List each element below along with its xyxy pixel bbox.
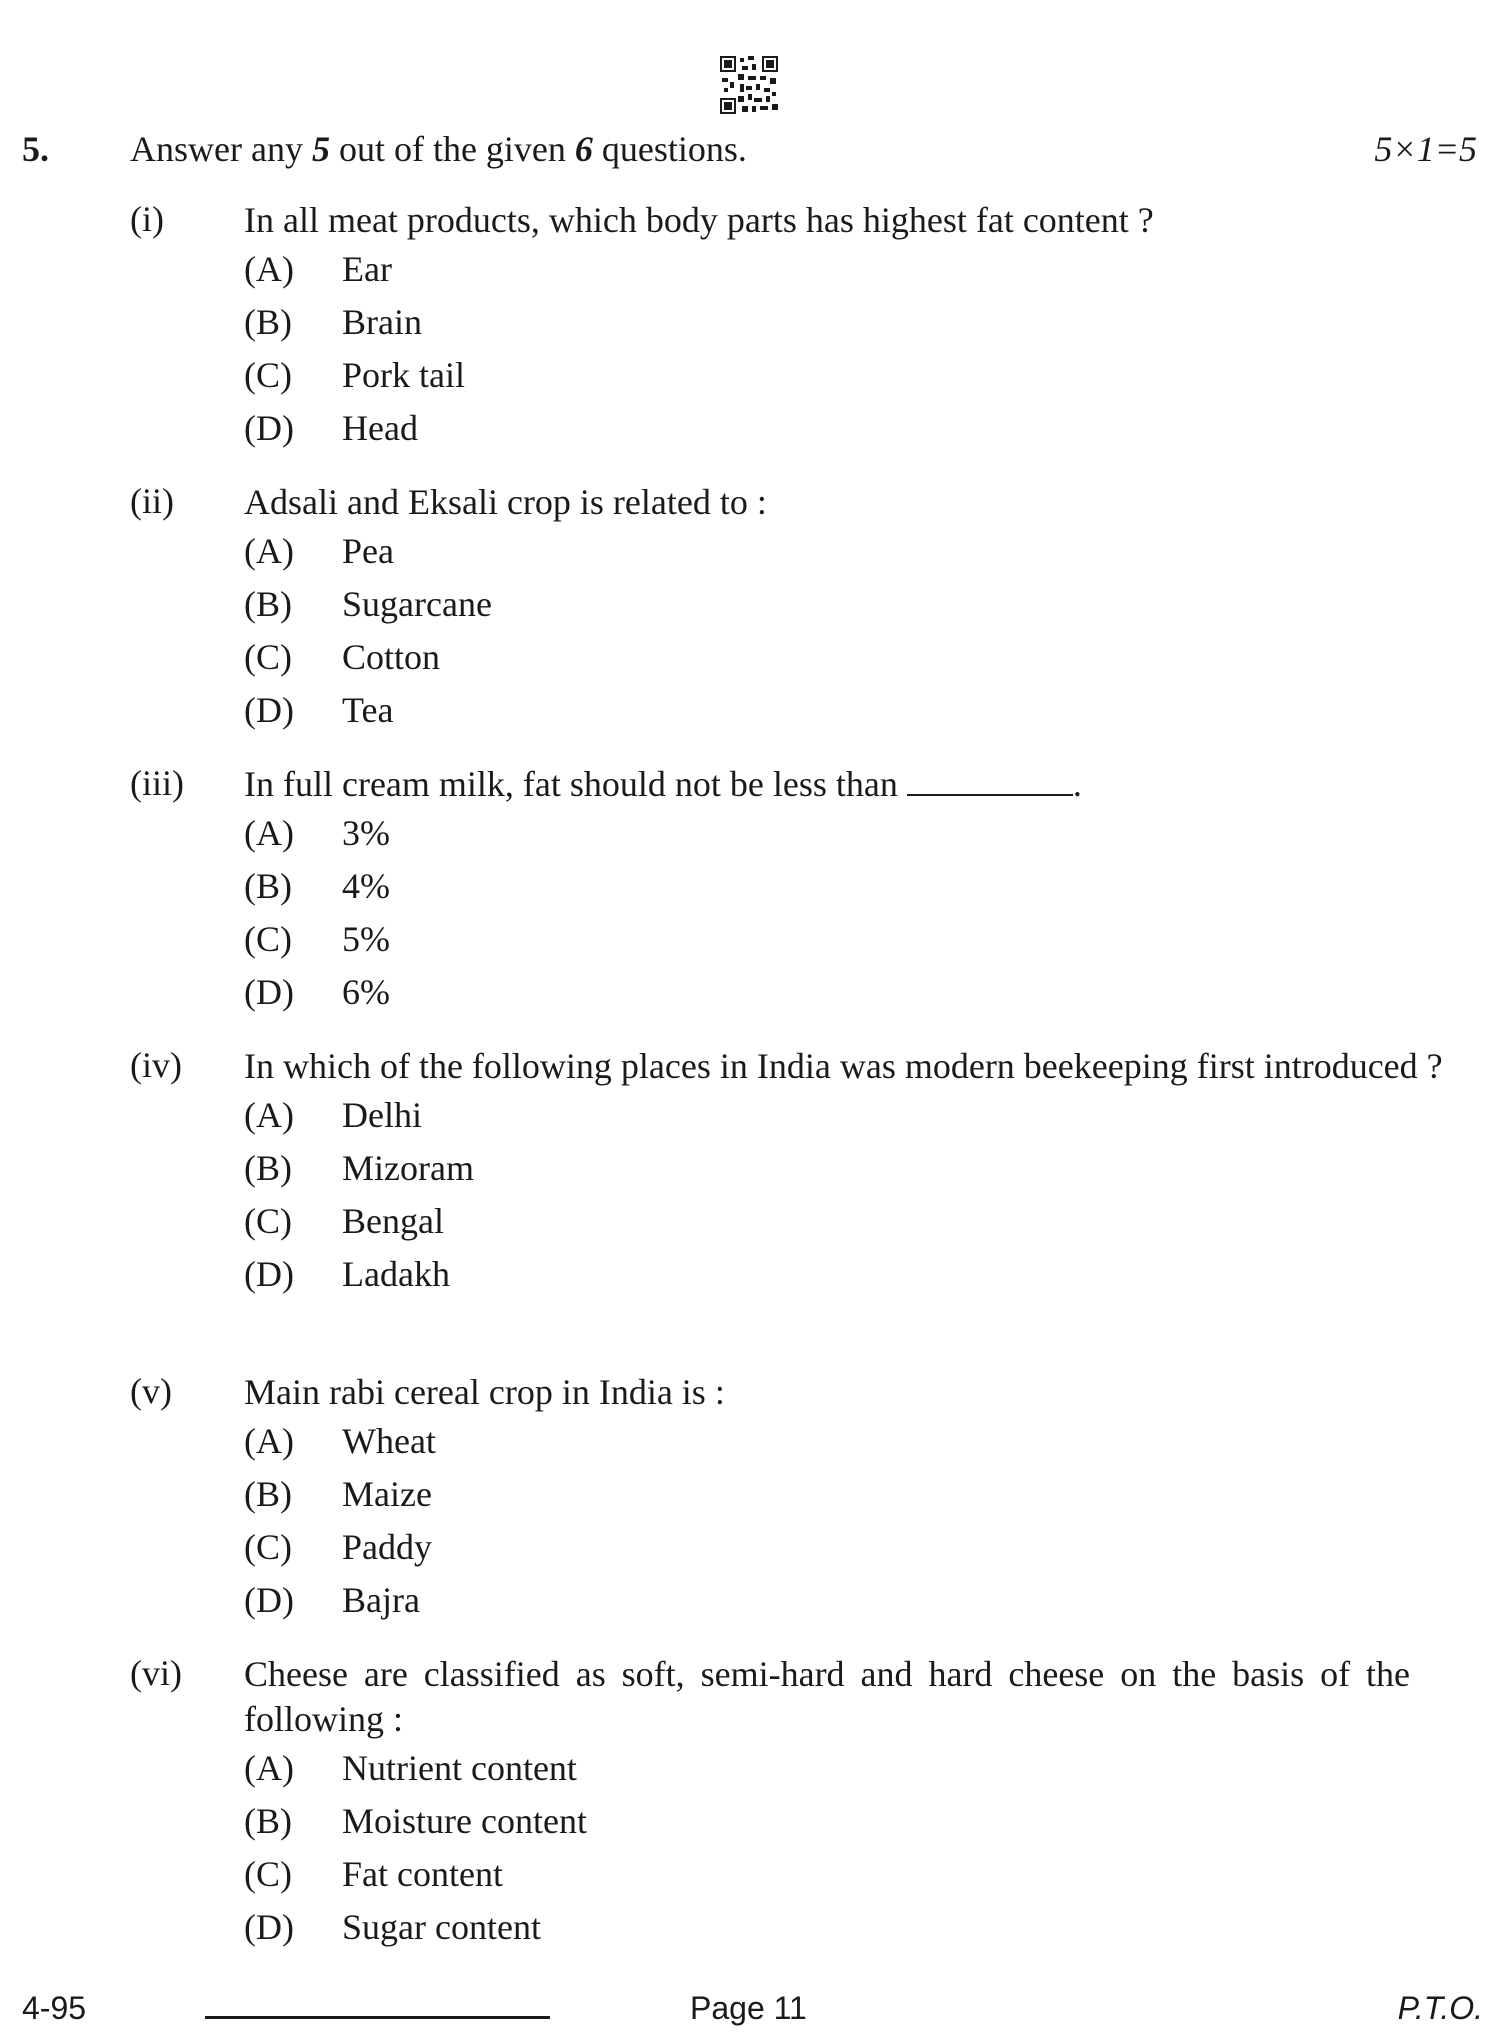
option-label: (C): [244, 919, 292, 959]
option-d[interactable]: [244, 1574, 1410, 1627]
option-text: Pork tail: [342, 355, 465, 395]
option-text: Ear: [342, 249, 392, 289]
option-d[interactable]: [244, 402, 1410, 455]
option-d[interactable]: [244, 684, 1410, 737]
subquestion-stem: [244, 762, 1410, 807]
subquestion-number: (ii): [130, 481, 174, 521]
option-d[interactable]: [244, 1901, 1410, 1954]
option-b[interactable]: [244, 578, 1410, 631]
option-a[interactable]: [244, 525, 1410, 578]
instruction-count-total: 6: [574, 129, 593, 169]
question-number: 5.: [22, 129, 49, 169]
option-text: Ladakh: [342, 1254, 450, 1294]
option-c[interactable]: [244, 913, 1410, 966]
option-text: Nutrient content: [342, 1748, 577, 1788]
option-text: Brain: [342, 302, 422, 342]
option-label: (A): [244, 249, 294, 289]
option-text: Delhi: [342, 1095, 422, 1135]
subquestion-iii: [130, 762, 1410, 1019]
subquestion-i: [130, 198, 1410, 455]
option-c[interactable]: [244, 1848, 1410, 1901]
option-label: (A): [244, 1095, 294, 1135]
subquestion-iv: [130, 1044, 1443, 1301]
stem-text: In full cream milk, fat should not be less than: [244, 764, 898, 804]
option-text: Head: [342, 408, 418, 448]
option-text: Maize: [342, 1474, 432, 1514]
option-label: (C): [244, 1201, 292, 1241]
option-label: (A): [244, 813, 294, 853]
option-text: Sugar content: [342, 1907, 541, 1947]
option-b[interactable]: [244, 1468, 1410, 1521]
instruction-part: questions.: [592, 129, 747, 169]
subquestion-number: (iv): [130, 1045, 182, 1085]
option-text: 6%: [342, 972, 390, 1012]
option-c[interactable]: [244, 1521, 1410, 1574]
option-label: (B): [244, 584, 292, 624]
subquestion-number: (i): [130, 199, 164, 239]
option-label: (A): [244, 1421, 294, 1461]
subquestion-v: [130, 1370, 1410, 1627]
qr-code: [720, 56, 778, 114]
subquestion-stem: Main rabi cereal crop in India is :: [244, 1372, 725, 1412]
option-text: Moisture content: [342, 1801, 587, 1841]
option-c[interactable]: [244, 1195, 1410, 1248]
option-label: (B): [244, 1801, 292, 1841]
option-label: (B): [244, 1474, 292, 1514]
option-label: (B): [244, 1148, 292, 1188]
option-text: Bajra: [342, 1580, 420, 1620]
subquestion-number: (v): [130, 1371, 172, 1411]
subquestion-number: (vi): [130, 1653, 182, 1693]
option-b[interactable]: [244, 1795, 1410, 1848]
option-a[interactable]: [244, 243, 1410, 296]
option-c[interactable]: [244, 631, 1410, 684]
option-text: Pea: [342, 531, 394, 571]
subquestion-stem: In all meat products, which body parts has highest fat content ?: [244, 200, 1154, 240]
option-b[interactable]: [244, 1142, 1410, 1195]
subquestion-stem: Cheese are classified as soft, semi-hard and hard cheese on the basis of the following :: [244, 1654, 1410, 1739]
fill-in-blank[interactable]: [907, 766, 1073, 796]
option-a[interactable]: [244, 1415, 1410, 1468]
please-turn-over: P.T.O.: [1397, 1990, 1483, 2026]
instruction-part: Answer any: [130, 129, 312, 169]
option-text: Wheat: [342, 1421, 436, 1461]
option-label: (B): [244, 302, 292, 342]
option-label: (D): [244, 408, 294, 448]
option-b[interactable]: [244, 860, 1410, 913]
option-text: Bengal: [342, 1201, 444, 1241]
option-label: (A): [244, 1748, 294, 1788]
option-a[interactable]: [244, 807, 1410, 860]
option-d[interactable]: [244, 966, 1410, 1019]
option-label: (D): [244, 690, 294, 730]
option-d[interactable]: [244, 1248, 1410, 1301]
option-label: (D): [244, 972, 294, 1012]
option-text: Cotton: [342, 637, 441, 677]
paper-code: 4-95: [22, 1990, 87, 2026]
subquestion-ii: [130, 480, 1410, 737]
option-text: Tea: [342, 690, 394, 730]
subquestion-vi: [130, 1652, 1410, 1954]
option-c[interactable]: [244, 349, 1410, 402]
option-text: Mizoram: [342, 1148, 474, 1188]
subquestion-stem: In which of the following places in India was modern beekeeping first introduced ?: [244, 1046, 1443, 1086]
option-a[interactable]: [244, 1089, 1410, 1142]
option-label: (C): [244, 355, 292, 395]
option-label: (C): [244, 637, 292, 677]
footer-rule: [205, 2016, 550, 2019]
option-label: (C): [244, 1527, 292, 1567]
option-text: Fat content: [342, 1854, 503, 1894]
option-label: (C): [244, 1854, 292, 1894]
option-b[interactable]: [244, 296, 1410, 349]
subquestion-number: (iii): [130, 763, 184, 803]
instruction-part: out of the given: [329, 129, 575, 169]
stem-suffix: .: [1072, 764, 1082, 804]
marks-allocation: 5×1=5: [1374, 129, 1477, 169]
question-instruction: [130, 128, 747, 170]
option-text: Paddy: [342, 1527, 432, 1567]
option-label: (D): [244, 1254, 294, 1294]
option-label: (D): [244, 1580, 294, 1620]
instruction-count-answer: 5: [311, 129, 330, 169]
subquestion-stem: Adsali and Eksali crop is related to :: [244, 482, 767, 522]
option-text: 3%: [342, 813, 390, 853]
option-label: (A): [244, 531, 294, 571]
option-a[interactable]: [244, 1742, 1410, 1795]
option-text: 5%: [342, 919, 390, 959]
option-label: (D): [244, 1907, 294, 1947]
option-text: 4%: [342, 866, 390, 906]
page-number: Page 11: [690, 1990, 807, 2026]
option-text: Sugarcane: [342, 584, 492, 624]
option-label: (B): [244, 866, 292, 906]
